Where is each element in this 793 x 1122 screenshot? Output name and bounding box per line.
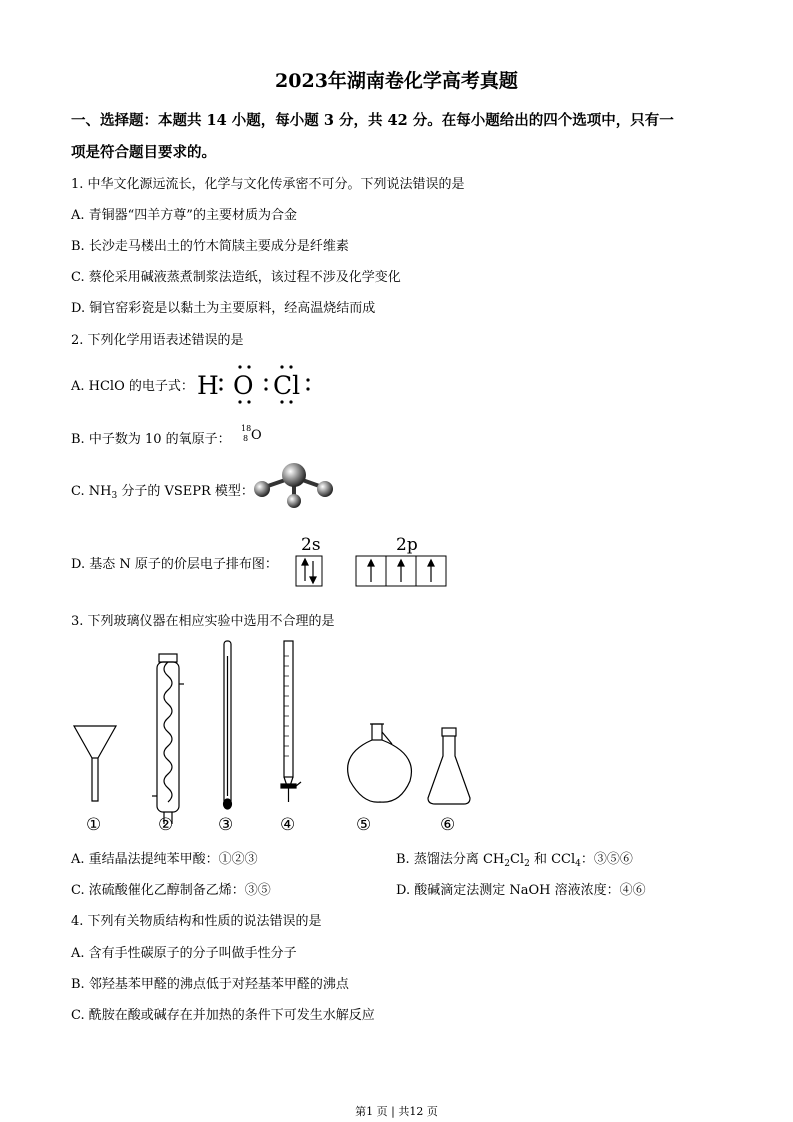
q2-stem: 2. 下列化学用语表述错误的是 xyxy=(71,333,244,348)
svg-text:O: O xyxy=(251,428,262,443)
q1-option-b: B. 长沙走马楼出土的竹木简牍主要成分是纤维素 xyxy=(71,239,349,254)
q3-option-b: B. 蒸馏法分离 $CH_2Cl_2$ 和 CCl$_4$：③⑤⑥ xyxy=(396,852,633,869)
nh3-vsepr-model xyxy=(250,459,340,509)
q1-option-d: D. 铜官窑彩瓷是以黏土为主要原料，经高温烧结而成 xyxy=(71,301,376,316)
q2-option-b-label: B. 中子数为 10 的氧原子： xyxy=(71,432,231,447)
glassware-figure xyxy=(70,636,490,836)
page-title: 2023年湖南卷化学高考真题 xyxy=(275,70,518,92)
q1-option-a: A. 青铜器“四羊方尊”的主要材质为合金 xyxy=(71,208,297,223)
q4-option-a: A. 含有手性碳原子的分子叫做手性分子 xyxy=(71,946,297,961)
thermometer-icon xyxy=(224,641,232,809)
label-2: ② xyxy=(158,815,174,835)
q3-option-c: C. 浓硫酸催化乙醇制备乙烯：③⑤ xyxy=(71,883,271,898)
q3-stem: 3. 下列玻璃仪器在相应实验中选用不合理的是 xyxy=(71,614,335,629)
label-4: ④ xyxy=(280,815,296,835)
oxygen-isotope-notation xyxy=(240,424,270,444)
nitrogen-orbital-diagram xyxy=(294,534,454,590)
q2-option-d-label: D. 基态 N 原子的价层电子排布图： xyxy=(71,557,278,572)
lewis-h: H xyxy=(197,371,219,400)
label-3: ③ xyxy=(218,815,234,835)
q3-option-a: A. 重结晶法提纯苯甲酸：①②③ xyxy=(71,852,258,867)
orbital-2s-label: 2s xyxy=(301,535,321,555)
hclo-lewis-structure xyxy=(197,364,317,408)
q2-option-a-label: A. HClO 的电子式： xyxy=(71,379,194,394)
q1-option-c: C. 蔡伦采用碱液蒸煮制浆法造纸，该过程不涉及化学变化 xyxy=(71,270,401,285)
svg-text:8: 8 xyxy=(243,434,249,443)
funnel-icon xyxy=(74,726,116,801)
lewis-cl: Cl xyxy=(273,371,301,400)
q4-stem: 4. 下列有关物质结构和性质的说法错误的是 xyxy=(71,914,322,929)
q3-option-d: D. 酸碱滴定法测定 NaOH 溶液浓度：④⑥ xyxy=(396,883,646,898)
section-heading-line1: 一、选择题：本题共 14 小题，每小题 3 分，共 42 分。在每小题给出的四个选项中，只有一 xyxy=(71,112,674,129)
label-6: ⑥ xyxy=(440,815,456,835)
conical-flask-icon xyxy=(428,728,470,804)
label-1: ① xyxy=(86,815,102,835)
burette-icon xyxy=(281,641,301,802)
condenser-icon xyxy=(152,654,184,824)
q4-option-c: C. 酰胺在酸或碱存在并加热的条件下可发生水解反应 xyxy=(71,1008,375,1023)
distillation-flask-icon xyxy=(348,724,412,802)
label-5: ⑤ xyxy=(356,815,372,835)
q2-option-c-label: C. $NH_3$ 分子的 VSEPR 模型： xyxy=(71,484,254,501)
svg-text:18: 18 xyxy=(241,424,252,433)
orbital-2p-label: 2p xyxy=(396,535,418,555)
q4-option-b: B. 邻羟基苯甲醛的沸点低于对羟基苯甲醛的沸点 xyxy=(71,977,349,992)
page-footer: 第1 页 | 共12 页 xyxy=(355,1105,438,1118)
section-heading-line2: 项是符合题目要求的。 xyxy=(71,144,216,161)
lewis-o: O xyxy=(233,371,254,400)
q1-stem: 1. 中华文化源远流长，化学与文化传承密不可分。下列说法错误的是 xyxy=(71,177,465,192)
